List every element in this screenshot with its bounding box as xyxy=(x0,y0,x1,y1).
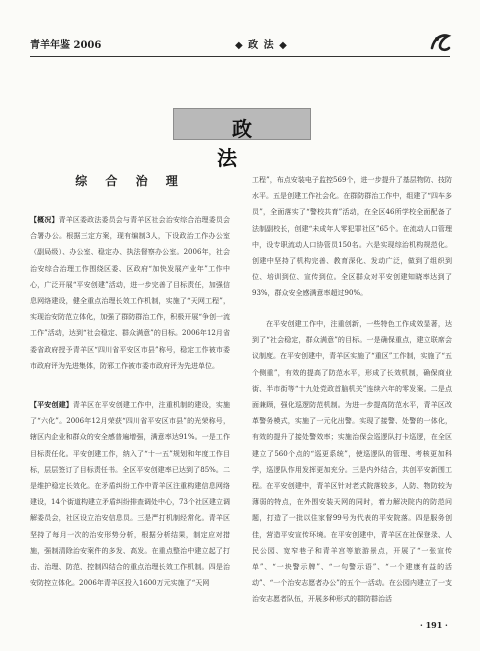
header-rule xyxy=(30,56,450,57)
article-title: 综 合 治 理 xyxy=(75,174,185,188)
paragraph-innovation xyxy=(252,316,452,616)
innovation-text: 在平安创建工作中，注重创新，一些特色工作成效显著，达到了“社会稳定，群众满意”的目标。一是确保重点，建立联席会议制度。在平安创建中，青羊区实施了“重区”工作制，实施了“五个侧重”，有效的提高了防范水平，形成了长效机制，确保商业街、半市街等“十九处党政首脑机关”连续六年的零发案。二是点面兼顾，强化巡逻防范机制。为进一步提高防范水平，青羊区改革警务模式，实施了一元化出警。实现了接警、处警的一体化，有效的提升了接处警效率；实施治保会巡逻队打卡巡逻，在全区建立了560个点的“巡更系统”，使巡逻队的管理、考核更加科学，巡逻队作用发挥更加充分。三是内外结合，共创平安新围工程。在平安创建中，青羊区针对老式院落较多，人防、物防较为薄弱的特点，在外围安装天网的同时，着力解决院内的防范问题，打造了一批以住家督99号为代表的平安院落。四是服务创佳，营造平安宣传环境。在平安创建中，青羊区在社保登录、人民公园、宽窄巷子和青羊宫等旅游景点，开展了“一张宣传单”、“一块警示牌”、“一句警示语”、“一个建康有益的活动”、“一个治安志愿者办公”的五个一活动。在公园内建立了一支治安志愿者队伍，开展多种形式的群防群治活 xyxy=(252,320,452,604)
safety-tag: 【平安创建】 xyxy=(30,400,73,409)
safety-text: 青羊区在平安创建工作中，注重机制的建设，实施了“六化”。2006年12月荣获“四川省平安区市县”的光荣称号，辖区内企业和群众的安全感普遍增强，满意率达91%。一是工作目标责任化。平安创建工作，纳入了“十一五”规划和年度工作目标，层层签订了目标责任书。全区平安创建率已达到了85%。二是维护稳定长效化。在矛盾纠纷工作中青羊区注重构建信息网络建设，14个街道构建立矛盾纠纷排查调处中心，73个社区建立调解委员会，社区设立治安信息员。三是严打机制经常化。青羊区坚持了每月一次的治安形势分析，根据分析结果，制定应对措施，强制清除治安案件的多发、高发。在重点整治中建立起了打击、治理、防范、控制四结合的重点治理长效工作机制。四是治安防控立体化。2006年青羊区投入1600万元实施了“天网 xyxy=(30,401,231,588)
section-banner xyxy=(173,108,311,170)
decorative-logo-icon xyxy=(428,30,452,58)
section-title: ◆ 政 法 ◆ xyxy=(235,40,288,51)
page-number: · 191 · xyxy=(420,620,448,630)
book-title: 青羊年鉴 2006 xyxy=(30,40,102,51)
paragraph-continued xyxy=(252,172,452,312)
page-header xyxy=(30,36,450,54)
overview-text: 青羊区委政法委员会与青羊区社会治安综合治理委员会合署办公。根据三定方案，现有编制3人，下设政治工作办公室（副局级）、办公室、稳定办、执法督察办公室。2006年，社会治安综合治理工作围绕区委、区政府“加快发展产业年”工作中心，广泛开展“平安创建”活动，进一步完善了目标责任，加强信息网络建设，健全重点治理长效工作机制，实施了“天网工程”，实现治安防范立体化，加强了群防群治工作，积极开展“争创一流工作”活动，达到“社会稳定、群众满意”的目标。2006年12月省委省政府授予青羊区“四川省平安区市县”称号，稳定工作被市委市政府评为先进集体，防邪工作被市委市政府评为先进单位。 xyxy=(30,216,231,370)
paragraph-safety xyxy=(30,397,230,609)
banner-title: 政 法 xyxy=(217,117,282,170)
continued-text: 工程”，布点安装电子监控569个，进一步提升了基层物防、技防水平。五是创建工作社会化。在群防群治工作中，组建了“四车多员”，全面落实了“警校共育”活动，在全区46所学校全面配备了法制副校长，创建“未成年人零犯罪社区”65个。在流动人口管理中，设专职流动人口协管员150名。六是实现综治机构规范化。创建中坚持了机构完善、教育深化、发动广泛，做到了组织到位、培训到位、宣传到位。全区群众对平安创建知晓率达到了93%，群众安全感满意率超过90%。 xyxy=(252,176,452,298)
paragraph-overview xyxy=(30,212,231,370)
overview-tag: 【概况】 xyxy=(30,215,59,224)
